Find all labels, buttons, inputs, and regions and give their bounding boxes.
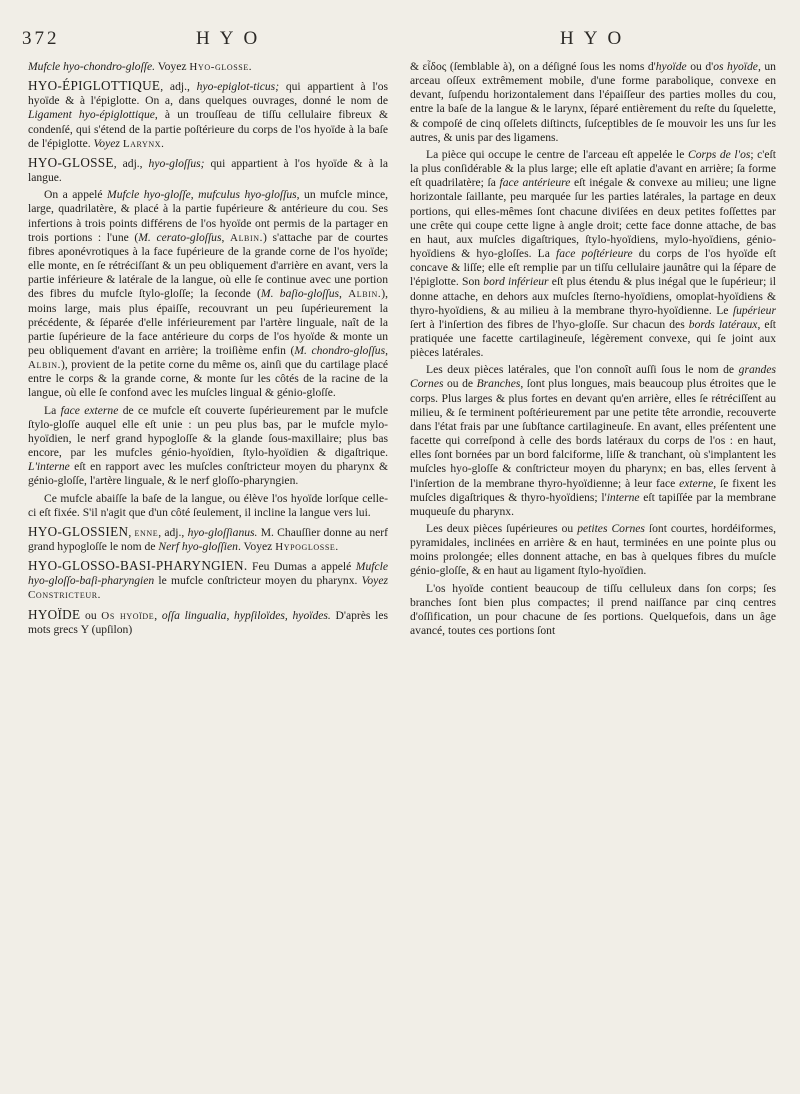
italic-text: face antérieure <box>499 176 571 190</box>
italic-text: bord inférieur <box>483 275 549 289</box>
paragraph <box>410 582 776 639</box>
italic-text: Mufcle hyo-gloſſo-baſi-pharyngien <box>28 560 388 588</box>
italic-text: face poſtérieure <box>556 247 633 261</box>
body-text: Feu Dumas a appelé <box>247 560 356 574</box>
body-text: & εἶδος (ſemblable à), on a déſigné ſous les noms d' <box>410 60 656 73</box>
italic-text: ſupérieur <box>732 303 776 317</box>
body-text: On a appelé <box>44 188 108 202</box>
italic-text: hyo-epiglot-ticus; <box>196 80 280 94</box>
italic-text: Corps de l'os <box>687 147 751 161</box>
body-text: , un arceau oſſeux extrêmement mobile, d'une forme parabolique, convexe en devant, ſuſpendu horizontalement dans l'épaiſſeur des parties molles du cou, entre la baſe de la langue & le larynx, ſéparé entièrement du reſte du ſquelette, & compoſé de cinq oſſelets diſtincts, ſuſceptibles de ſe mouvoir les uns ſur les autres, & unis par des ligamens. <box>410 60 776 144</box>
body-text: du corps de l'os hyoïde eſt concave & liſſe; elle eſt remplie par un tiſſu cellulaire jaunâtre qui la ſépare de l'épiglotte. Son <box>410 247 776 289</box>
italic-text: mufculus hyo-gloſſus <box>198 188 297 202</box>
paragraph <box>28 188 388 400</box>
italic-text: L'interne <box>28 460 70 474</box>
body-text: ſont courtes, hordéiformes, pyramidales, inclinées en arrière & en haut, terminées en une pointe plus ou moins prolongée; elles donnent attache, en bas à quelques fibres du muſcle génio-gloſſe, & en haut au ligament ſtylo-hyoïdien. <box>410 522 776 578</box>
body-text: ou de <box>443 377 477 391</box>
body-text: , <box>226 608 235 622</box>
italic-text: Nerf hyo-gloſſien <box>158 540 238 553</box>
body-text: , ſe fixent les muſcles digaſtriques & thyro-hyoïdiens; l' <box>410 476 776 504</box>
body-text: , adj., <box>158 525 188 539</box>
body-text: L'os hyoïde contient beaucoup de tiſſu celluleux dans ſon corps; ſes branches ſont bien plus compactes; il prend naiſſance par cinq centres d'oſſification, un pour chacune de ſes portions. Quelquefois, dans un âge avancé, toutes ces portions ſont <box>410 581 776 638</box>
cross-reference: Constricteur. <box>28 589 102 602</box>
italic-text: hyoïde <box>655 60 687 73</box>
body-text: le mufcle conſtricteur moyen du pharynx. <box>154 574 362 588</box>
body-text: eſt plus étendu & plus inégal que le ſupérieur; il donne attache, en dehors aux muſcles ſterno-hyoïdiens, omoplat-hyoïdiens & thyro-hyoïdiens, & au milieu à la membrane thyro-hyoïdienne. Le <box>410 275 776 317</box>
italic-text: bords latéraux <box>688 317 758 331</box>
italic-text: hyo-gloſſianus. <box>187 525 258 539</box>
left-column <box>28 60 388 640</box>
paragraph <box>28 404 388 489</box>
body-text: qui appartient à l'os hyoïde & à l'épiglotte. On a, dans quelques ouvrages, donné le nom de <box>28 80 389 108</box>
italic-text: M. cerato-gloſſus <box>138 230 222 244</box>
body-text: ſert à l'inſertion des fibres de l'hyo-gloſſe. Sur chacun des <box>410 317 689 331</box>
body-text: M. Chauſſier donne au nerf grand hypogloſſe le nom de <box>28 525 388 553</box>
body-text: ou <box>80 608 102 622</box>
italic-text: petites Cornes <box>577 522 645 535</box>
body-text: , <box>154 608 162 622</box>
paragraph <box>28 492 388 520</box>
body-text: . Voyez <box>237 540 276 553</box>
italic-text: os hyoïde <box>713 60 758 73</box>
body-text: ), moins large, mais plus épaiſſe, recouvrant un peu ſupérieurement la précédente, & ſéparée d'elle inférieurement par l'artère linguale, naît de la partie ſupérieure de la face antérieure du corps de l'os hyoïde & monte un peu obliquement d'avant en arrière; la troiſième enfin ( <box>28 287 388 357</box>
headword: HYO-ÉPIGLOTTIQUE <box>28 78 161 94</box>
headword: HYOÏDE <box>28 606 81 622</box>
dictionary-entry <box>28 156 388 185</box>
body-text: , <box>190 188 199 202</box>
italic-text: M. chondro-gloſſus <box>294 343 386 357</box>
body-text: ; c'eſt la plus conſidérable & la plus large; elle eſt aplatie d'avant en arrière; ſa forme eſt quadrilatère; ſa <box>410 147 776 190</box>
body-text: qui appartient à l'os hyoïde & à la langue. <box>28 156 388 185</box>
continued-paragraph <box>410 60 776 145</box>
body-text: de ce mufcle eſt couverte ſupérieurement par le mufcle ſtylo-gloſſe auquel elle eſt unie : un peu plus bas, par le mufcle mylo-hyoïdien, le nerf grand hypogloſſe & la glande ſous-maxillaire; plus bas encore, par les mufcles génio-hyoïdien, ſtylo-hyoïdien & digaſtrique. <box>28 403 388 460</box>
italic-text: face externe <box>60 403 119 417</box>
italic-text: Mufcle hyo-chondro-gloſſe. <box>28 60 156 73</box>
italic-text: Branches <box>476 377 521 391</box>
dictionary-entry <box>28 525 388 554</box>
body-text: Les deux pièces latérales, que l'on connoît auſſi ſous le nom de <box>426 363 739 377</box>
body-text: Voyez <box>155 60 190 73</box>
body-text: , <box>128 525 135 539</box>
cross-reference: Larynx. <box>122 137 165 150</box>
body-text: Les deux pièces ſupérieures ou <box>426 522 578 535</box>
continued-paragraph <box>28 60 388 74</box>
italic-text: Voyez <box>361 574 388 588</box>
headword: HYO-GLOSSE <box>28 154 114 170</box>
body-text: eſt en rapport avec les muſcles conſtricteur moyen du pharynx & génio-gloſſe, l'artère linguale, & le nerf gloſſo-pharyngien. <box>28 460 388 488</box>
cross-reference: Hypoglosse. <box>275 541 339 553</box>
running-head-left: H Y O <box>196 28 261 49</box>
body-text: eſt inégale & convexe au milieu; une ligne horizontale ſaillante, peu marquée ſur les parties latérales, la partage en deux portions, qui elles-mêmes ſont chacune diviſées en deux petites foſſettes par une crête qui coupe cette ligne à angle droit; cette face donne attache, de bas en haut, aux muſcles digaſtriques, ſtylo-hyoïdiens, mylo-hyoïdiens, génio-hyoïdiens & hyo-gloſſes. La <box>410 176 777 261</box>
body-text: , adj., <box>113 156 149 170</box>
headword: HYO-GLOSSIEN <box>28 523 129 539</box>
paragraph <box>410 148 776 360</box>
body-text: eſt tapiſſée par la membrane muqueuſe du pharynx. <box>410 490 776 518</box>
body-text: , <box>339 287 349 301</box>
italic-text: oſſa lingualia <box>161 608 227 622</box>
cross-reference: enne <box>134 526 159 539</box>
cross-reference: Albin. <box>28 359 61 372</box>
dictionary-entry <box>28 608 388 637</box>
cross-reference: Albin. <box>230 231 263 244</box>
italic-text: hyo-gloſſus; <box>148 156 205 170</box>
body-text: , eſt pratiquée une facette cartilagineuſe, légèrement convexe, qui ſe joint aux pièces latérales. <box>410 317 777 360</box>
italic-text: M. baſio-gloſſus <box>260 287 340 301</box>
body-text: , <box>221 230 231 244</box>
italic-text: externe <box>679 476 714 490</box>
body-text: , <box>385 343 389 357</box>
body-text: , ſont plus longues, mais beaucoup plus étroites que le corps. Plus larges & plus fortes en devant qu'en arrière, elles ſe rétréciſſent au milieu, & ſe terminent poſtérieurement par une petite tête arrondie, recouverte dans l'état frais par une ſubſtance cartilagineuſe. En avant, elles préſentent une facette qui correſpond à celle des bords latéraux du corps de l'os : en haut, elles ſont bornées par un bord falciforme, liſſe & tranchant, où s'implantent les muſcles hyo-gloſſe & conſtricteur moyen du pharynx; en bas, elles ſervent à l'inſertion de la membrane thyro-hyoïdienne; à leur face <box>410 377 776 490</box>
body-text: ) s'attache par de courtes fibres aponévrotiques à la face fupérieure de la grande corne de l'os hyoïde; elle monte, en ſe rétréciſſant & un peu obliquement d'arrière en avant, vers la partie inférieure & latérale de la langue, où elle ſe continue avec une portion des fibres du mufcle ſtylo-gloſſe; la ſeconde ( <box>28 230 389 301</box>
body-text: ), provient de la petite corne du même os, ainſi que du cartilage placé entre le corps & la grande corne, & monte ſur les côtés de la racine de la langue, où elle ſe confond avec les muſcles lingual & génio-gloſſe. <box>28 358 388 400</box>
running-head-right: H Y O <box>560 28 625 49</box>
headword: HYO-GLOSSO-BASI-PHARYNGIEN. <box>28 558 248 574</box>
body-text: , à un trouſſeau de tiſſu cellulaire fibreux & condenſé, qui s'étend de la partie poſtérieure du corps de l'os hyoïde à la baſe de l'épiglotte. <box>28 108 388 150</box>
body-text: D'après les mots grecs Υ (upſilon) <box>28 608 388 636</box>
italic-text: Mufcle hyo-gloſſe <box>107 188 191 202</box>
cross-reference: Hyo-glosse. <box>189 61 253 73</box>
italic-text: hypſiloïdes, hyoïdes. <box>234 608 331 622</box>
body-text: La <box>44 403 61 417</box>
running-head <box>0 28 800 58</box>
dictionary-entry <box>28 79 388 151</box>
italic-text: Voyez <box>93 136 120 150</box>
body-text: ou d' <box>686 60 714 73</box>
italic-text: grandes Cornes <box>410 363 776 391</box>
right-column <box>410 60 776 641</box>
body-text: Ce mufcle abaiſſe la baſe de la langue, ou élève l'os hyoïde lorſque celle-ci eſt fixée. S'il n'agit que d'un côté ſeulement, il incline la langue vers lui. <box>28 491 388 519</box>
paragraph <box>410 363 776 519</box>
cross-reference: Os hyoïde <box>101 609 155 622</box>
cross-reference: Albin. <box>348 288 382 301</box>
italic-text: Ligament hyo-épiglottique <box>28 108 155 122</box>
dictionary-entry <box>28 559 388 602</box>
paragraph <box>410 522 776 579</box>
body-text: , adj., <box>160 80 197 94</box>
body-text: La pièce qui occupe le centre de l'arceau eſt appelée le <box>426 147 688 161</box>
body-text: , un mufcle mince, large, quadrilatère, & placé à la partie fupérieure & antérieure du cou. Ses infertions à trois points différens de l'os hyoïde ont permis de la partager en trois portions : l'une ( <box>28 188 389 244</box>
italic-text: interne <box>606 490 640 504</box>
page-number: 372 <box>22 28 60 49</box>
